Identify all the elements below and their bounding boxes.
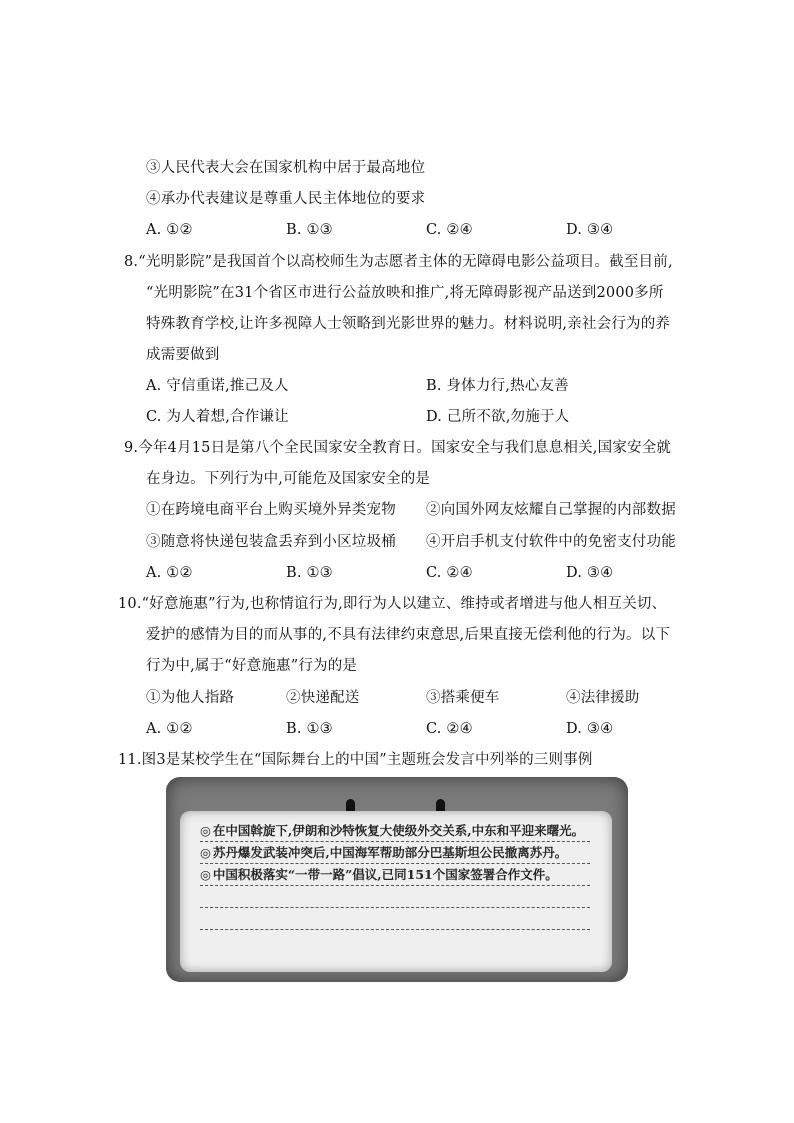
- q10-option-3: ③搭乘便车: [426, 690, 500, 706]
- q10-option-4: ④法律援助: [566, 690, 640, 706]
- q10-answer-a[interactable]: A. ①②: [146, 721, 193, 737]
- q10-stem-line-1: 10.“好意施惠”行为,也称情谊行为,即行为人以建立、维持或者增进与他人相互关切、: [118, 596, 667, 612]
- q9-stem-line-1: 9.今年4月15日是第八个全民国家安全教育日。国家安全与我们息息相关,国家安全就: [124, 440, 672, 456]
- q10-answer-d[interactable]: D. ③④: [566, 721, 614, 737]
- q8-answer-c[interactable]: C. 为人着想,合作谦让: [146, 409, 289, 425]
- q7-answer-d[interactable]: D. ③④: [566, 222, 614, 238]
- card-item-2: ◎ 苏丹爆发武装冲突后,中国海军帮助部分巴基斯坦公民撤离苏丹。: [200, 843, 590, 864]
- q9-stem-line-2: 在身边。下列行为中,可能危及国家安全的是: [146, 471, 431, 487]
- bullet-icon: ◎: [200, 845, 211, 860]
- q8-answer-d[interactable]: D. 己所不欲,勿施于人: [426, 409, 570, 425]
- q9-option-3: ③随意将快递包装盒丢弃到小区垃圾桶: [146, 534, 396, 550]
- notebook-card-figure: [166, 777, 628, 982]
- q8-answer-b[interactable]: B. 身体力行,热心友善: [426, 378, 569, 394]
- q10-answer-c[interactable]: C. ②④: [426, 721, 473, 737]
- card-item-3: ◎ 中国积极落实“一带一路”倡议,已同151个国家签署合作文件。: [200, 865, 590, 886]
- bullet-icon: ◎: [200, 823, 211, 838]
- q9-answer-a[interactable]: A. ①②: [146, 565, 193, 581]
- card-blank-line-2: [200, 909, 590, 930]
- card-item-1: ◎ 在中国斡旋下,伊朗和沙特恢复大使级外交关系,中东和平迎来曙光。: [200, 821, 590, 842]
- q8-answer-a[interactable]: A. 守信重诺,推己及人: [146, 378, 289, 394]
- q8-stem-line-2: “光明影院”在31个省区市进行公益放映和推广,将无障碍影视产品送到2000多所: [146, 285, 664, 301]
- q10-stem-line-3: 行为中,属于“好意施惠”行为的是: [146, 658, 358, 674]
- q10-option-2: ②快递配送: [286, 690, 360, 706]
- q7-answer-a[interactable]: A. ①②: [146, 222, 193, 238]
- q10-option-1: ①为他人指路: [146, 690, 235, 706]
- bullet-icon: ◎: [200, 867, 211, 882]
- q9-answer-d[interactable]: D. ③④: [566, 565, 614, 581]
- q7-option-3: ③人民代表大会在国家机构中居于最高地位: [146, 160, 426, 176]
- q7-answer-c[interactable]: C. ②④: [426, 222, 473, 238]
- q7-answer-b[interactable]: B. ①③: [286, 222, 333, 238]
- q10-stem-line-2: 爱护的感情为目的而从事的,不具有法律约束意思,后果直接无偿利他的行为。以下: [146, 627, 671, 643]
- q11-stem: 11.图3是某校学生在“国际舞台上的中国”主题班会发言中列举的三则事例: [118, 752, 593, 768]
- q7-option-4: ④承办代表建议是尊重人民主体地位的要求: [146, 191, 426, 207]
- q8-stem-line-1: 8.“光明影院”是我国首个以高校师生为志愿者主体的无障碍电影公益项目。截至目前,: [124, 254, 673, 270]
- q9-option-4: ④开启手机支付软件中的免密支付功能: [426, 534, 676, 550]
- notebook-paper: [180, 811, 612, 972]
- card-blank-line-1: [200, 887, 590, 908]
- q9-option-2: ②向国外网友炫耀自己掌握的内部数据: [426, 502, 676, 518]
- q8-stem-line-4: 成需要做到: [146, 347, 220, 363]
- q8-stem-line-3: 特殊教育学校,让许多视障人士领略到光影世界的魅力。材料说明,亲社会行为的养: [146, 316, 671, 332]
- q9-answer-c[interactable]: C. ②④: [426, 565, 473, 581]
- q10-answer-b[interactable]: B. ①③: [286, 721, 333, 737]
- q9-option-1: ①在跨境电商平台上购买境外异类宠物: [146, 502, 396, 518]
- q9-answer-b[interactable]: B. ①③: [286, 565, 333, 581]
